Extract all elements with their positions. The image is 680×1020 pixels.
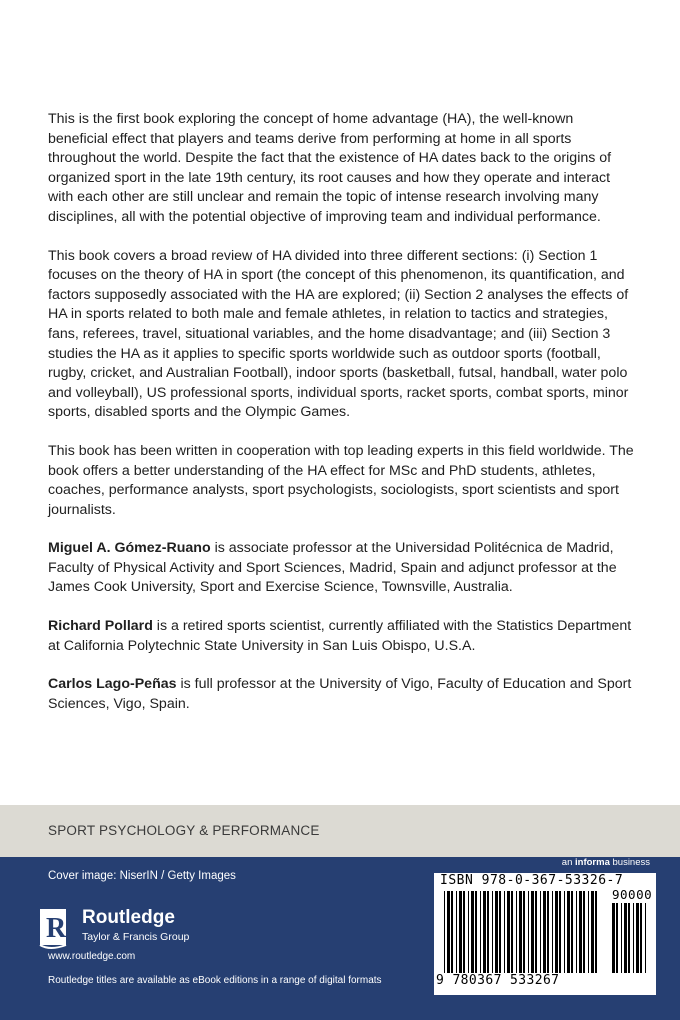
- cover-image-credit: Cover image: NiserIN / Getty Images: [48, 870, 236, 882]
- ebook-note: Routledge titles are available as eBook editions in a range of digital formats: [48, 975, 382, 986]
- price-code: 90000: [612, 887, 653, 902]
- series-title: SPORT PSYCHOLOGY & PERFORMANCE: [48, 823, 320, 838]
- isbn-barcode: [434, 873, 656, 995]
- publisher-group: Taylor & Francis Group: [82, 931, 190, 943]
- routledge-r-icon: [36, 905, 76, 951]
- author-bio-text: is associate professor at the Universidad Politécnica de Madrid, Faculty of Physical Activity and Sport Sciences, Madrid, Spain and adjunct professor at the James Cook University, Sport and Exercise Science, Townsville, Australia.: [48, 540, 617, 596]
- publisher-name: Routledge: [82, 907, 175, 928]
- informa-tagline: an informa business: [561, 857, 650, 868]
- author-bio-1: [48, 539, 634, 598]
- author-bio-text: is a retired sports scientist, currently affiliated with the Statistics Department at California Polytechnic State University in San Luis Obispo, U.S.A.: [48, 618, 632, 654]
- publisher-footer: [0, 857, 680, 1020]
- barcode-bars: [444, 891, 600, 973]
- svg-text:R: R: [46, 913, 67, 944]
- series-band: [0, 805, 680, 857]
- author-bio-text: is full professor at the University of Vigo, Faculty of Education and Sport Sciences, Vigo, Spain.: [48, 676, 632, 712]
- routledge-logo: [36, 905, 236, 951]
- author-name: Richard Pollard: [48, 618, 153, 635]
- publisher-website[interactable]: www.routledge.com: [48, 951, 136, 962]
- description-paragraph-2: This book covers a broad review of HA divided into three different sections: (i) Section 1 focuses on the theory of HA in sport (the concept of this phenomenon, its quantification, and factors supposedly associated with the HA are explored; (ii) Section 2 analyses the effects of HA in sports related to both male and female athletes, in relation to tactics and strategies, fans, referees, travel, situational variables, and the home disadvantage; and (iii) Section 3 studies the HA as it applies to specific sports worldwide such as outdoor sports (football, rugby, cricket, and Australian Football), indoor sports (basketball, futsal, handball, water polo and volleyball), US professional sports, individual sports, racket sports, combat sports, minor sports, disabled sports and the Olympic Games.: [48, 247, 629, 421]
- barcode-addon-bars: [612, 903, 650, 973]
- author-bio-3: [48, 675, 634, 714]
- author-name: Miguel A. Gómez-Ruano: [48, 540, 211, 557]
- back-cover-text: [48, 110, 634, 733]
- author-name: Carlos Lago-Peñas: [48, 676, 177, 693]
- description-paragraph-3: This book has been written in cooperation with top leading experts in this field worldwide. The book offers a better understanding of the HA effect for MSc and PhD students, athletes, coaches, performance analysts, sport psychologists, sociologists, sport scientists and sport journalists.: [48, 442, 634, 518]
- author-bio-2: [48, 617, 634, 656]
- description-paragraph-1: This is the first book exploring the concept of home advantage (HA), the well-known beneficial effect that players and teams derive from performing at home in all sports throughout the world. Despite the fact that the existence of HA dates back to the origins of organized sport in the late 19th century, its root causes and how they operate and interact with each other are still unclear and remain the topic of intense research involving many disciplines, all with the potential objective of improving team and individual performance.: [48, 111, 612, 225]
- isbn-label: ISBN 978-0-367-53326-7: [440, 873, 624, 888]
- barcode-digits: 9 780367 533267: [436, 973, 560, 988]
